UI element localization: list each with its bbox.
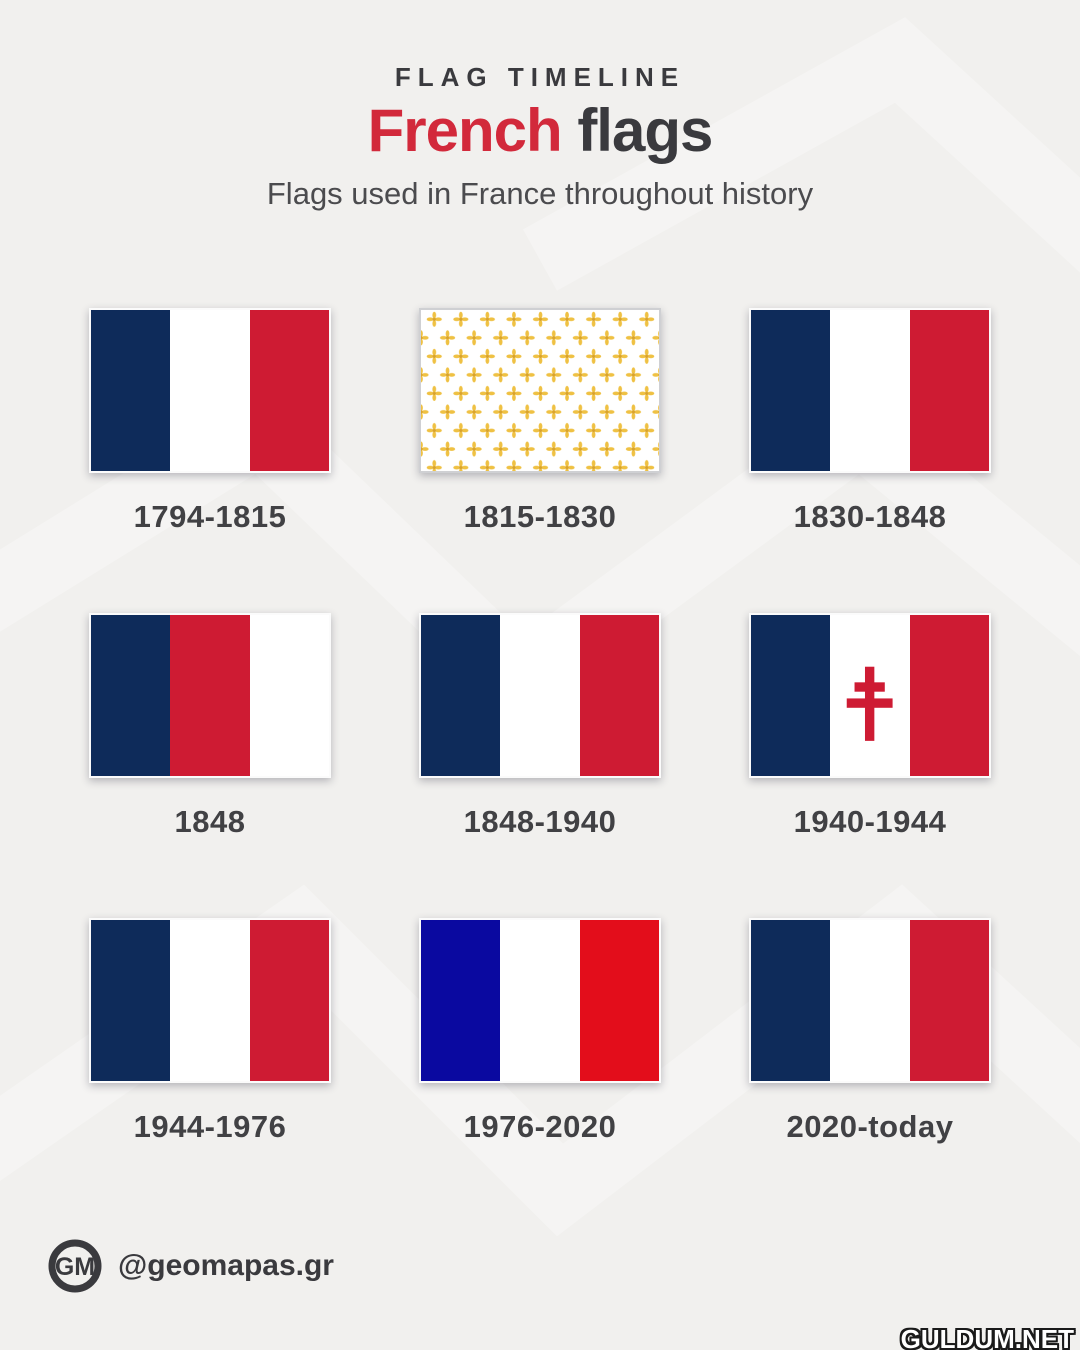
header bbox=[0, 0, 1080, 212]
stripe-crimson bbox=[250, 310, 329, 471]
flag-2020-today bbox=[749, 918, 991, 1083]
flag-1794-1815 bbox=[89, 308, 331, 473]
flag-cell bbox=[89, 308, 331, 535]
stripe-crimson bbox=[910, 310, 989, 471]
stripe-crimson bbox=[250, 920, 329, 1081]
flag-1944-1976 bbox=[89, 918, 331, 1083]
stripe-navy bbox=[751, 920, 830, 1081]
flag-cell bbox=[419, 918, 661, 1145]
kicker: FLAG TIMELINE bbox=[394, 62, 686, 92]
stripe-white bbox=[170, 920, 249, 1081]
stripe-crimson bbox=[580, 615, 659, 776]
stripe-white bbox=[830, 920, 909, 1081]
stripe-navy bbox=[421, 615, 500, 776]
logo-monogram: GM bbox=[54, 1252, 96, 1281]
stripe-crimson bbox=[170, 615, 249, 776]
stripe-navy bbox=[91, 920, 170, 1081]
stripe-white bbox=[250, 615, 329, 776]
stripe-white bbox=[170, 310, 249, 471]
footer bbox=[46, 1237, 1080, 1295]
cross-of-lorraine-icon bbox=[830, 615, 909, 776]
stripe-crimson bbox=[910, 615, 989, 776]
flag-cell bbox=[749, 918, 991, 1145]
subtitle: Flags used in France throughout history bbox=[266, 175, 814, 211]
stripe-white bbox=[500, 615, 579, 776]
flag-period-label: 1815-1830 bbox=[463, 498, 617, 534]
title-rest: flags bbox=[577, 97, 713, 164]
flag-period-label: 1940-1944 bbox=[793, 803, 947, 839]
geomapas-logo-icon bbox=[46, 1237, 104, 1295]
flag-cell bbox=[419, 613, 661, 840]
flag-period-label: 1830-1848 bbox=[793, 498, 947, 534]
flag-1815-1830 bbox=[419, 308, 661, 473]
flag-period-label: 1848 bbox=[174, 803, 246, 839]
flag-1940-1944 bbox=[749, 613, 991, 778]
flag-1848 bbox=[89, 613, 331, 778]
site-watermark: GULDUM.NET bbox=[900, 1324, 1074, 1350]
page-title bbox=[0, 99, 1080, 164]
flag-period-label: 1976-2020 bbox=[463, 1108, 617, 1144]
flag-cell bbox=[419, 308, 661, 535]
stripe-navy bbox=[751, 615, 830, 776]
flag-cell bbox=[749, 613, 991, 840]
flag-period-label: 1944-1976 bbox=[133, 1108, 287, 1144]
flag-cell bbox=[89, 613, 331, 840]
flag-cell bbox=[89, 918, 331, 1145]
flag-cell bbox=[749, 308, 991, 535]
fleur-de-lis-pattern bbox=[421, 310, 659, 471]
flag-period-label: 1848-1940 bbox=[463, 803, 617, 839]
stripe-bright_red bbox=[580, 920, 659, 1081]
stripe-navy bbox=[751, 310, 830, 471]
flag-period-label: 1794-1815 bbox=[133, 498, 287, 534]
flag-period-label: 2020-today bbox=[786, 1108, 954, 1144]
stripe-white bbox=[830, 615, 909, 776]
stripe-bright_blue bbox=[421, 920, 500, 1081]
stripe-white bbox=[500, 920, 579, 1081]
social-handle[interactable]: @geomapas.gr bbox=[118, 1248, 334, 1282]
title-accent: French bbox=[367, 97, 562, 164]
flag-grid bbox=[0, 308, 1080, 1145]
flag-1830-1848 bbox=[749, 308, 991, 473]
stripe-navy bbox=[91, 615, 170, 776]
stripe-crimson bbox=[910, 920, 989, 1081]
stripe-white bbox=[830, 310, 909, 471]
flag-1976-2020 bbox=[419, 918, 661, 1083]
stripe-navy bbox=[91, 310, 170, 471]
flag-1848-1940 bbox=[419, 613, 661, 778]
